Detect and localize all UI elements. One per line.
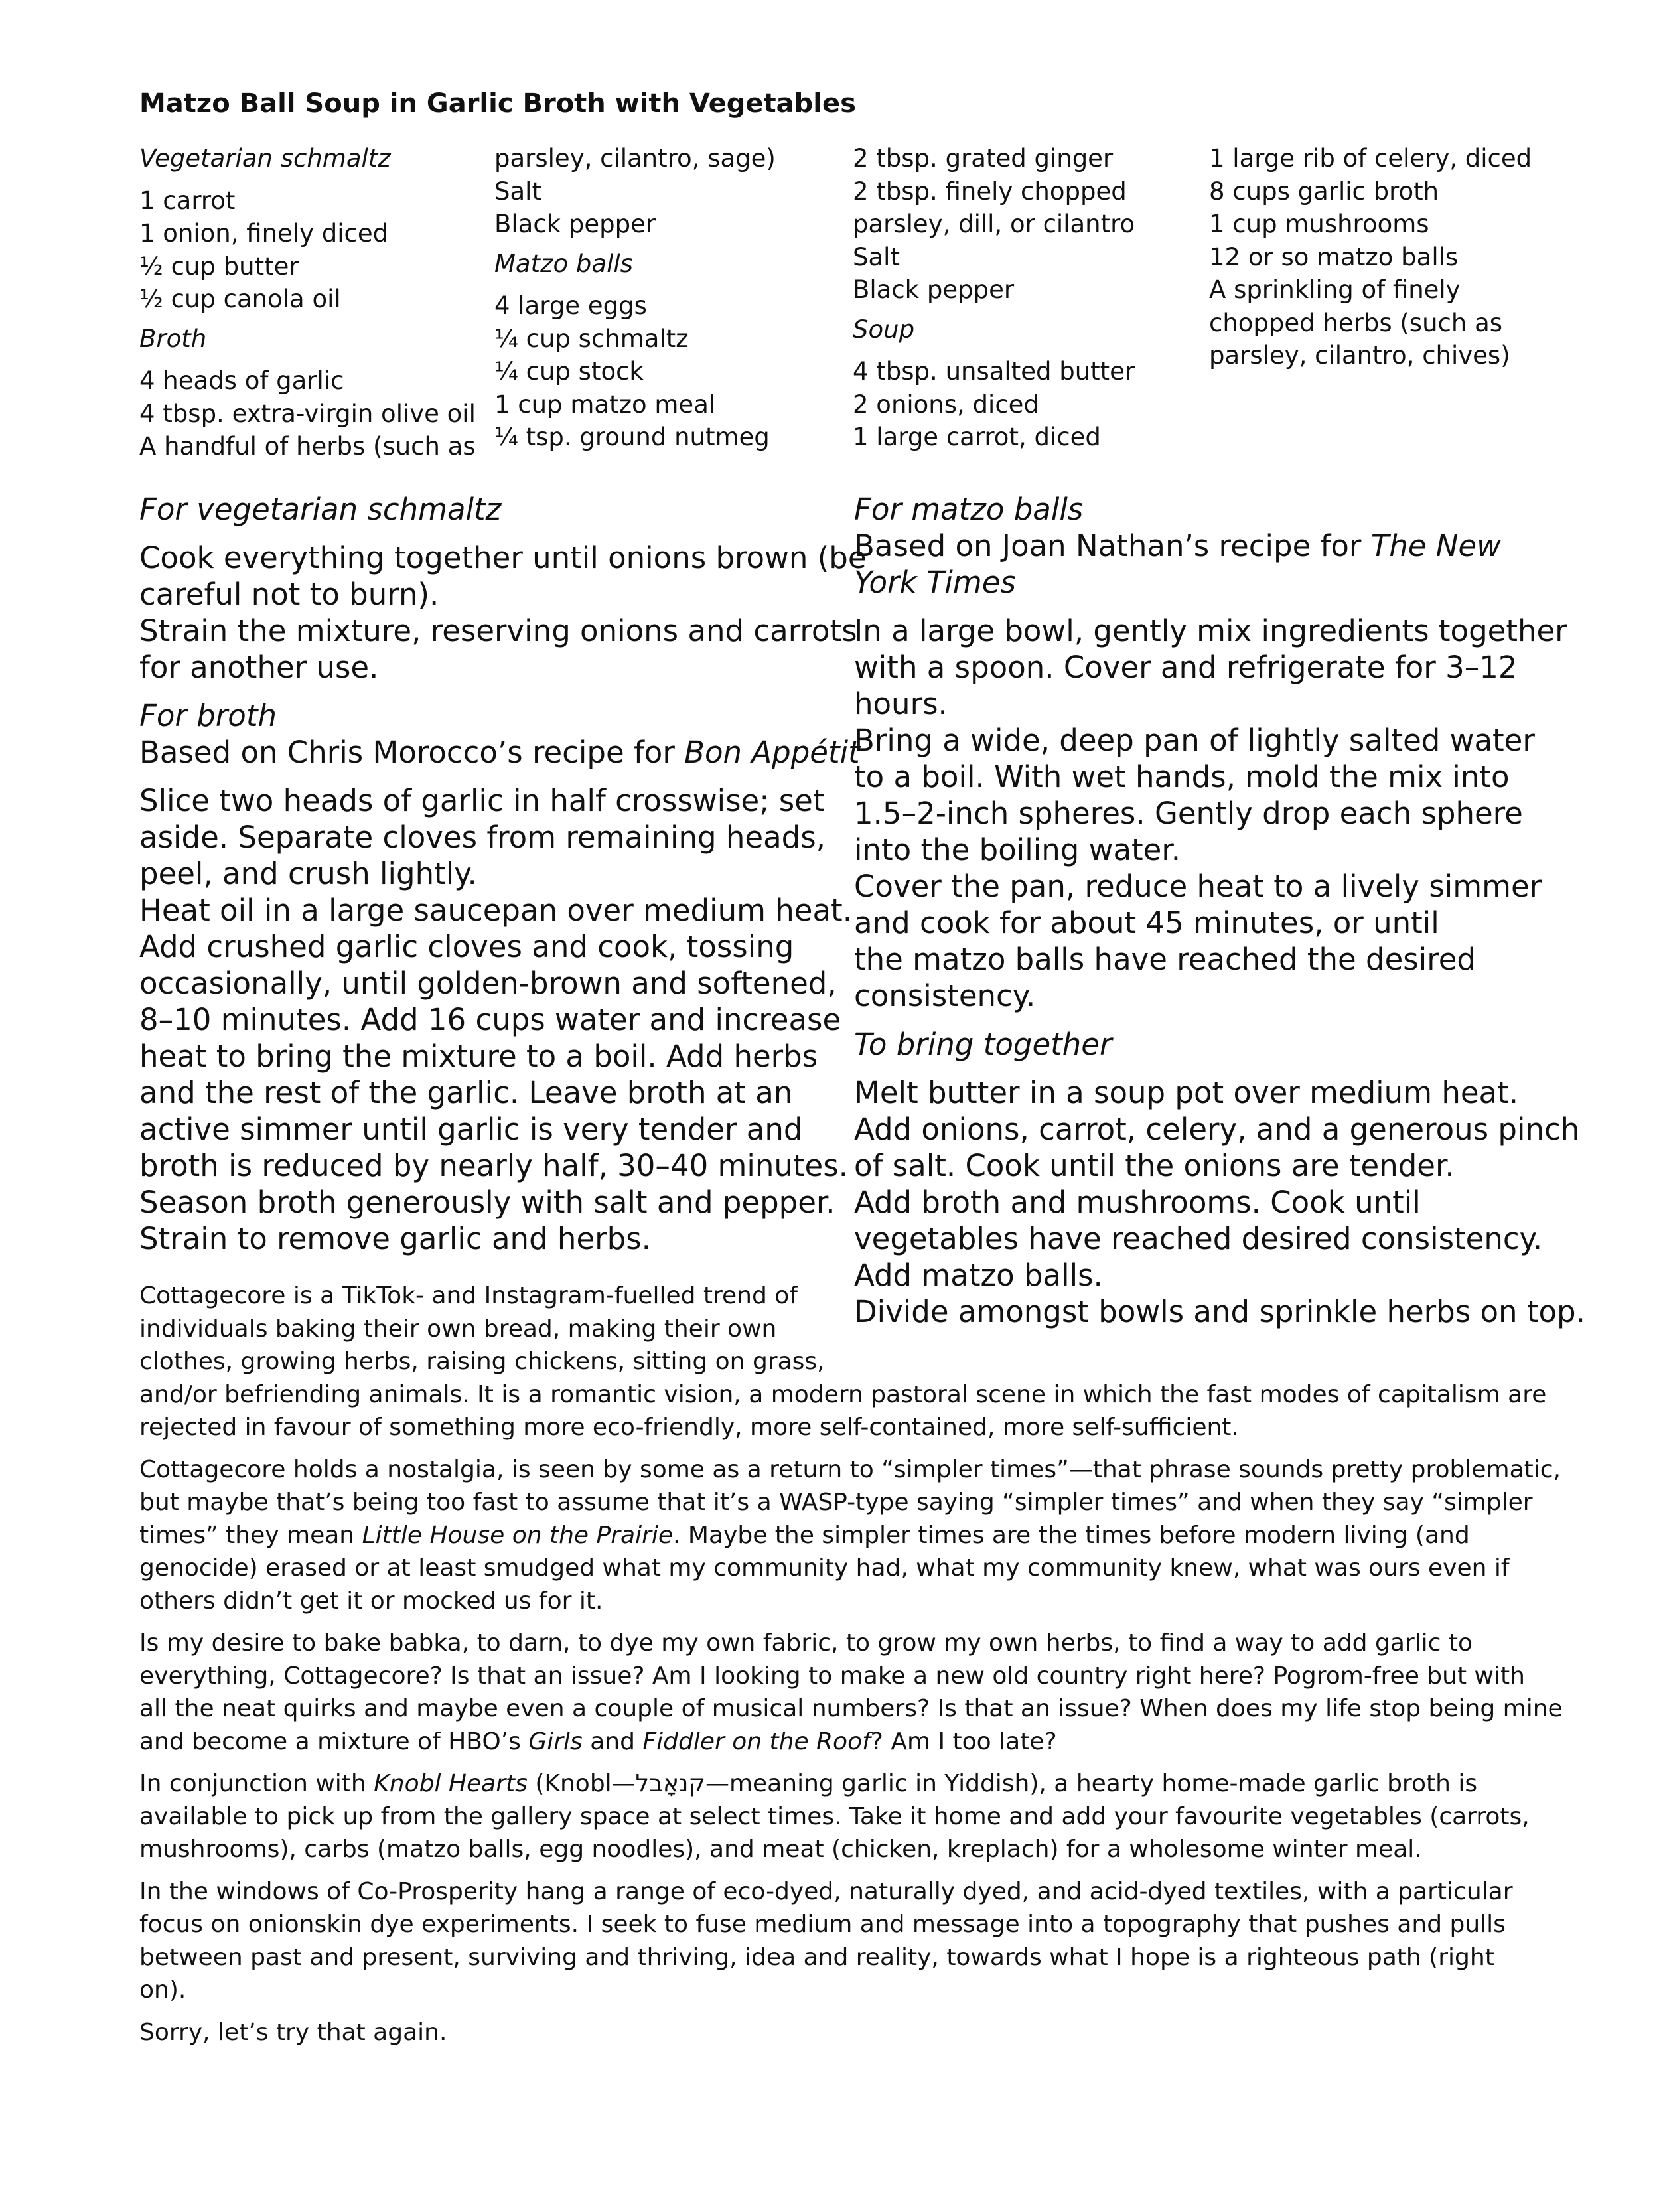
method-line: Add matzo balls. — [854, 1258, 1103, 1293]
method-right-column — [854, 491, 1585, 1330]
heading-matzo-balls: For matzo balls — [854, 492, 1084, 527]
ingredient-line: chopped herbs (such as — [1209, 308, 1503, 337]
essay-line-segment: In conjunction with — [139, 1770, 374, 1797]
method-line: Melt butter in a soup pot over medium heat. — [854, 1075, 1519, 1110]
ingredient-line: A sprinkling of finely — [1209, 275, 1461, 304]
subheading-matzo-balls: Matzo balls — [494, 249, 633, 278]
method-line: Bring a wide, deep pan of lightly salted water — [854, 723, 1535, 758]
method-line: to a boil. With wet hands, mold the mix into — [854, 759, 1510, 794]
essay-line-segment: (Knobl—קנאָבל—meaning garlic in Yiddish), a hearty home-made garlic broth is — [527, 1770, 1478, 1797]
ingredients-section — [139, 142, 1546, 500]
method-line: vegetables have reached desired consistency. — [854, 1221, 1543, 1256]
ingredient-line: 2 tbsp. finely chopped — [853, 177, 1127, 206]
ingredient-line: 1 cup mushrooms — [1209, 210, 1429, 238]
method-line: Cover the pan, reduce heat to a lively simmer — [854, 869, 1542, 904]
subheading-soup: Soup — [853, 315, 915, 344]
broth-credit-publication: Bon Appétit — [684, 735, 860, 770]
method-line: with a spoon. Cover and refrigerate for 3–12 — [854, 650, 1518, 685]
subheading-vegetarian-schmaltz: Vegetarian schmaltz — [139, 144, 391, 173]
matzo-credit — [854, 528, 1557, 564]
method-line: peel, and crush lightly. — [139, 856, 477, 891]
method-line: into the boiling water. — [854, 832, 1181, 867]
essay-section — [139, 1280, 1563, 2058]
ingredients-column-1 — [139, 142, 484, 463]
ingredient-line: parsley, dill, or cilantro — [853, 210, 1135, 238]
essay-line: and/or befriending animals. It is a romantic vision, a modern pastoral scene in which the fast modes of capitalism are — [139, 1380, 1547, 1408]
essay-line: but maybe that’s being too fast to assume that it’s a WASP-type saying “simpler times” and when they say “simpler — [139, 1489, 1533, 1516]
essay-line: between past and present, surviving and thriving, idea and reality, towards what I hope is a righteous path (right — [139, 1943, 1494, 1971]
method-line: broth is reduced by nearly half, 30–40 minutes. — [139, 1148, 848, 1183]
essay-line-segment: ? Am I too late? — [870, 1728, 1057, 1755]
ingredient-line: ¼ tsp. ground nutmeg — [494, 423, 770, 451]
ingredients-column-2 — [494, 142, 839, 454]
essay-line: others didn’t get it or mocked us for it. — [139, 1587, 603, 1615]
method-line: heat to bring the mixture to a boil. Add herbs — [139, 1039, 818, 1074]
ingredient-line: parsley, cilantro, sage) — [494, 144, 776, 173]
method-line: aside. Separate cloves from remaining heads, — [139, 820, 826, 855]
essay-line: available to pick up from the gallery space at select times. Take it home and add your favourite vegetables (carrots, — [139, 1803, 1530, 1830]
essay-line: clothes, growing herbs, raising chickens, sitting on grass, — [139, 1348, 825, 1375]
ingredient-line: 1 cup matzo meal — [494, 390, 716, 419]
ingredient-line: Salt — [494, 177, 541, 206]
essay-paragraph-4 — [139, 1767, 1546, 1866]
ingredient-line: 4 tbsp. unsalted butter — [853, 357, 1135, 386]
heading-to-bring-together: To bring together — [854, 1027, 1112, 1062]
ingredient-line: 2 onions, diced — [853, 390, 1039, 419]
essay-paragraph-3 — [139, 1627, 1563, 1758]
essay-line: Cottagecore is a TikTok- and Instagram-fuelled trend of — [139, 1282, 798, 1309]
method-line: hours. — [854, 686, 948, 721]
matzo-credit-publication: The New — [1370, 528, 1501, 563]
ingredient-line: 4 tbsp. extra-virgin olive oil — [139, 399, 476, 428]
method-line: Strain the mixture, reserving onions and carrots — [139, 613, 857, 648]
essay-paragraph-2 — [139, 1453, 1561, 1618]
method-line: Heat oil in a large saucepan over medium heat. — [139, 893, 853, 928]
heading-vegetarian-schmaltz: For vegetarian schmaltz — [139, 492, 502, 527]
essay-line-segment: times” they mean — [139, 1521, 362, 1549]
essay-paragraph-1 — [139, 1280, 1546, 1444]
exhibition-title: Knobl Hearts — [374, 1770, 528, 1797]
ingredient-line: Black pepper — [853, 275, 1015, 304]
ingredient-line: A handful of herbs (such as — [139, 432, 476, 461]
essay-line-segment: and become a mixture of HBO’s — [139, 1728, 529, 1755]
essay-line-segment: . Maybe the simpler times are the times before modern living (and — [673, 1521, 1470, 1549]
essay-line: focus on onionskin dye experiments. I seek to fuse medium and message into a topography that pushes and pulls — [139, 1911, 1506, 1938]
essay-line: mushrooms), carbs (matzo balls, egg noodles), and meat (chicken, kreplach) for a wholesome winter meal. — [139, 1836, 1422, 1863]
matzo-credit-prefix: Based on Joan Nathan’s recipe for — [854, 528, 1371, 563]
method-line: 8–10 minutes. Add 16 cups water and increase — [139, 1002, 841, 1037]
ingredient-line: ½ cup butter — [139, 252, 299, 281]
method-line: consistency. — [854, 978, 1036, 1013]
essay-line-segment: and — [582, 1728, 643, 1755]
method-line: Season broth generously with salt and pepper. — [139, 1185, 835, 1220]
method-line: for another use. — [139, 650, 379, 685]
essay-line: rejected in favour of something more eco-friendly, more self-contained, more self-sufficient. — [139, 1414, 1239, 1441]
ingredients-column-4 — [1209, 142, 1554, 372]
ingredient-line: Salt — [853, 242, 900, 271]
essay-line: Cottagecore holds a nostalgia, is seen by some as a return to “simpler times”—that phrase sounds pretty problematic, — [139, 1455, 1561, 1483]
method-line: Add crushed garlic cloves and cook, tossing — [139, 929, 794, 964]
essay-line: genocide) erased or at least smudged what my community had, what my community knew, what was ours even if — [139, 1554, 1510, 1582]
ingredient-line: parsley, cilantro, chives) — [1209, 341, 1510, 370]
subheading-broth: Broth — [139, 324, 207, 353]
essay-line: individuals baking their own bread, making their own — [139, 1315, 777, 1343]
method-line: the matzo balls have reached the desired — [854, 942, 1476, 977]
heading-broth: For broth — [139, 698, 277, 733]
method-line: Slice two heads of garlic in half crosswise; set — [139, 783, 825, 818]
broth-credit-prefix: Based on Chris Morocco’s recipe for — [139, 735, 685, 770]
essay-line: In the windows of Co-Prosperity hang a range of eco-dyed, naturally dyed, and acid-dyed textiles, with a particular — [139, 1878, 1513, 1905]
method-line: Strain to remove garlic and herbs. — [139, 1221, 651, 1256]
ingredient-line: 12 or so matzo balls — [1209, 242, 1459, 271]
method-line: occasionally, until golden-brown and softened, — [139, 966, 837, 1001]
method-line: careful not to burn). — [139, 577, 439, 612]
page-title: Matzo Ball Soup in Garlic Broth with Vegetables — [139, 88, 856, 119]
ingredient-line: 1 large rib of celery, diced — [1209, 144, 1532, 173]
essay-paragraph-6: Sorry, let’s try that again. — [139, 2018, 447, 2046]
ingredient-line: ½ cup canola oil — [139, 285, 341, 313]
method-line: Add onions, carrot, celery, and a generous pinch — [854, 1112, 1580, 1147]
matzo-credit-line-2 — [854, 564, 1557, 601]
method-line: Add broth and mushrooms. Cook until — [854, 1185, 1421, 1220]
method-line: Cook everything together until onions brown (be — [139, 540, 867, 575]
method-line: active simmer until garlic is very tender and — [139, 1112, 803, 1147]
ingredient-line: ¼ cup stock — [494, 357, 644, 386]
method-line: Divide amongst bowls and sprinkle herbs on top. — [854, 1294, 1585, 1329]
matzo-credit-publication-cont: York Times — [854, 565, 1016, 600]
show-title-girls: Girls — [528, 1728, 583, 1755]
ingredients-column-3 — [853, 142, 1198, 454]
recipe-page — [139, 85, 1585, 2046]
book-title-little-house: Little House on the Prairie — [362, 1521, 674, 1549]
method-line: of salt. Cook until the onions are tender. — [854, 1148, 1455, 1183]
ingredient-line: 8 cups garlic broth — [1209, 177, 1439, 206]
ingredient-line: Black pepper — [494, 210, 656, 238]
method-line: In a large bowl, gently mix ingredients together — [854, 613, 1567, 648]
ingredient-line: 1 carrot — [139, 186, 236, 215]
ingredient-line: 2 tbsp. grated ginger — [853, 144, 1114, 173]
essay-line: everything, Cottagecore? Is that an issue? Am I looking to make a new old country right here? Pogrom-free but with — [139, 1662, 1525, 1690]
ingredient-line: ¼ cup schmaltz — [494, 324, 689, 353]
method-line: 1.5–2-inch spheres. Gently drop each sphere — [854, 796, 1523, 831]
ingredient-line: 1 onion, finely diced — [139, 219, 389, 248]
ingredient-line: 1 large carrot, diced — [853, 423, 1101, 451]
essay-line: on). — [139, 1976, 186, 2004]
show-title-fiddler: Fiddler on the Roof — [642, 1728, 871, 1755]
method-left-column — [139, 491, 867, 1257]
essay-line: Is my desire to bake babka, to darn, to dye my own fabric, to grow my own herbs, to find a way to add garlic to — [139, 1629, 1473, 1657]
broth-credit — [139, 734, 860, 771]
method-line: and cook for about 45 minutes, or until — [854, 905, 1439, 940]
essay-line: all the neat quirks and maybe even a couple of musical numbers? Is that an issue? When does my life stop being mine — [139, 1695, 1563, 1722]
essay-paragraph-5 — [139, 1876, 1546, 2007]
method-line: and the rest of the garlic. Leave broth at an — [139, 1075, 793, 1110]
ingredient-line: 4 heads of garlic — [139, 366, 344, 395]
ingredient-line: 4 large eggs — [494, 291, 647, 320]
